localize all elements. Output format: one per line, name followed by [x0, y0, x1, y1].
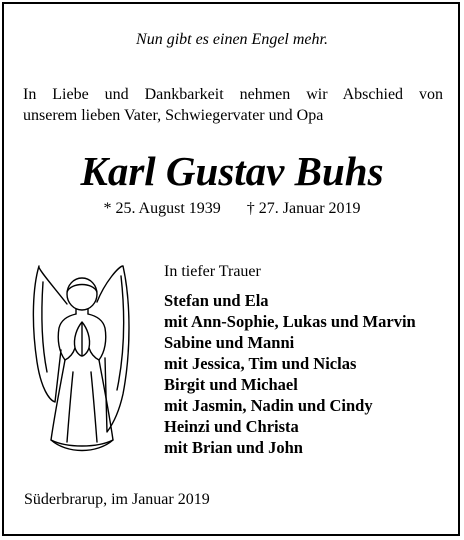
family-line: mit Ann-Sophie, Lukas und Marvin [164, 312, 416, 331]
birth-date: * 25. August 1939 [103, 200, 221, 217]
family-line: mit Jessica, Tim und Niclas [164, 354, 357, 373]
intro-line-1: In Liebe und Dankbarkeit nehmen wir Abschied von [23, 86, 443, 103]
family-line: Sabine und Manni [164, 333, 295, 352]
family-line: Heinzi und Christa [164, 417, 299, 436]
death-date: † 27. Januar 2019 [246, 200, 361, 217]
motto: Nun gibt es einen Engel mehr. [136, 31, 328, 48]
life-dates [0, 199, 464, 219]
family-line: mit Jasmin, Nadin und Cindy [164, 396, 373, 415]
family-line: Birgit und Michael [164, 375, 298, 394]
family-list [164, 290, 416, 458]
intro-line-2: unserem lieben Vater, Schwiegervater und Opa [23, 107, 324, 124]
mourning-heading: In tiefer Trauer [164, 263, 261, 280]
praying-angel-icon [27, 262, 143, 462]
family-line: mit Brian und John [164, 438, 303, 457]
family-line: Stefan und Ela [164, 291, 269, 310]
deceased-name: Karl Gustav Buhs [80, 148, 384, 194]
place-and-date: Süderbrarup, im Januar 2019 [24, 491, 210, 508]
intro-text [23, 84, 443, 126]
